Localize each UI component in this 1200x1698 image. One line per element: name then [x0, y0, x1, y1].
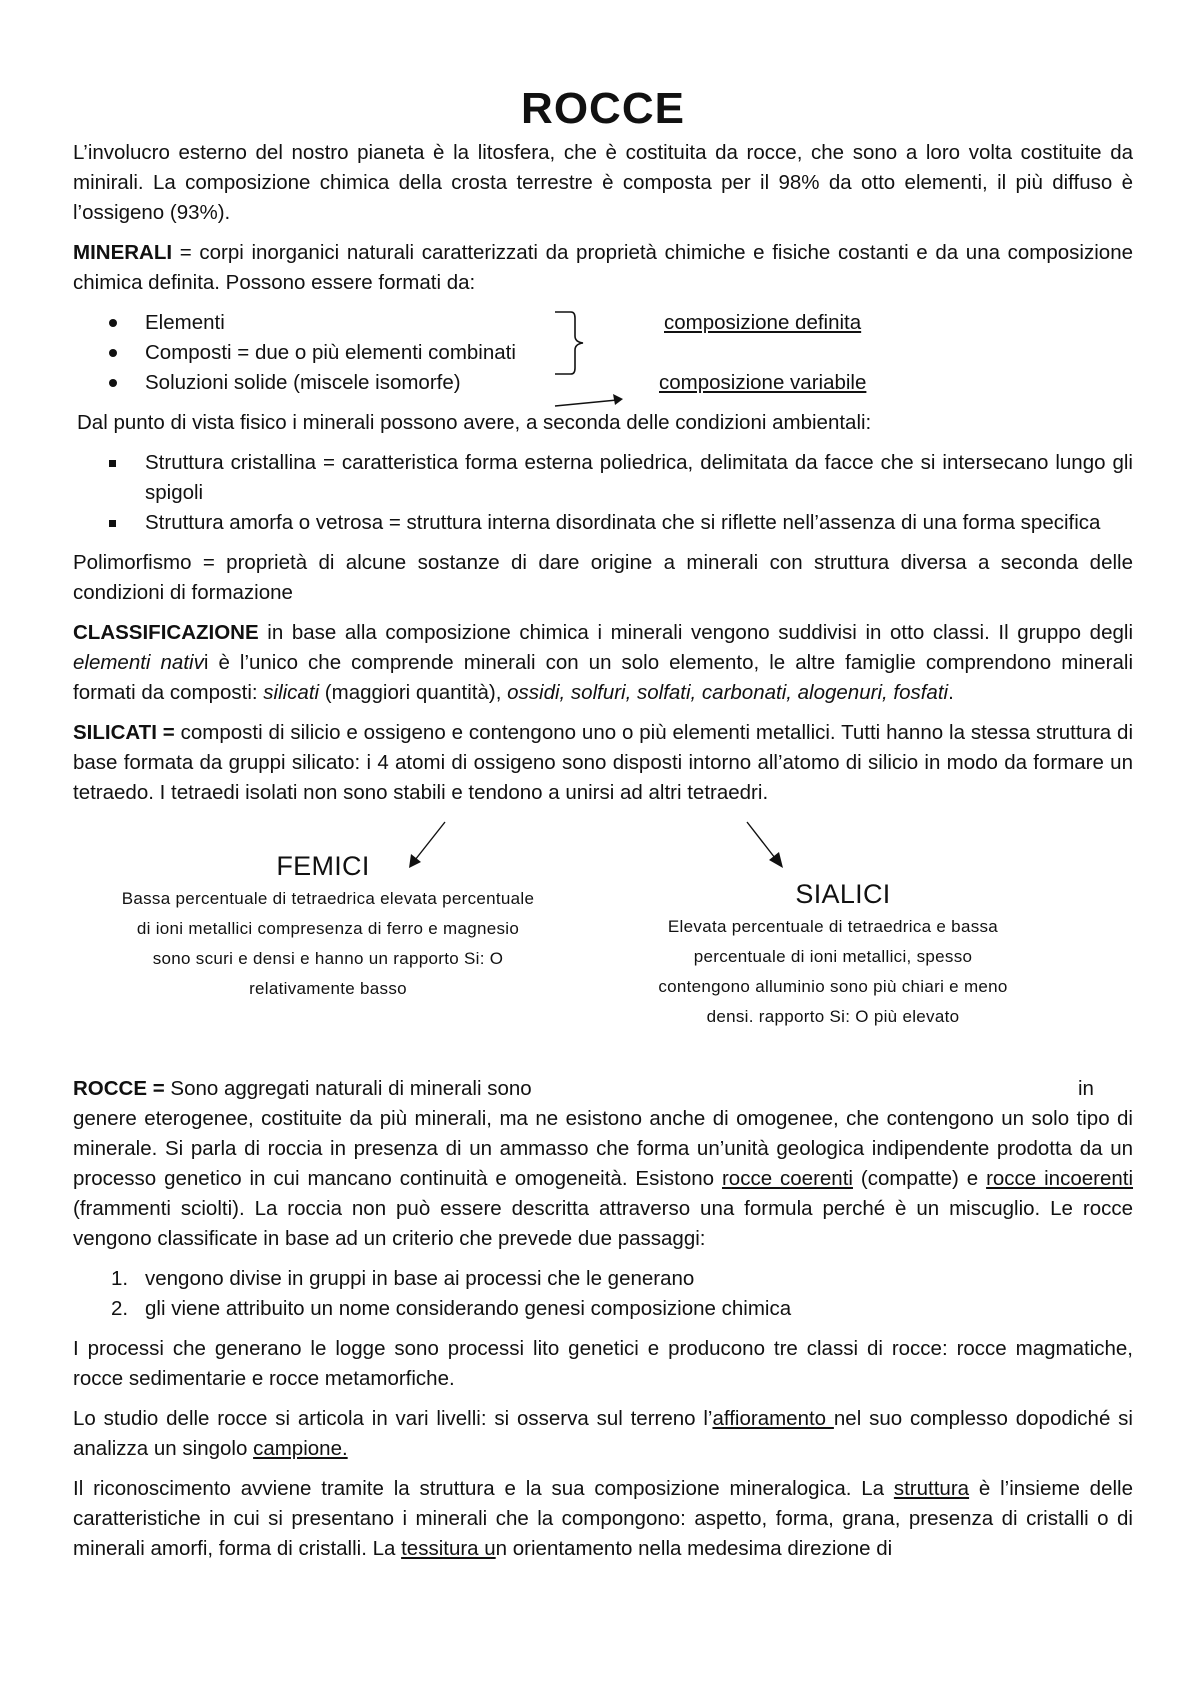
minerali-paragraph	[73, 238, 1133, 298]
rocce-label: ROCCE =	[73, 1077, 165, 1100]
rocce-incoerenti-term: rocce incoerenti	[986, 1167, 1134, 1190]
classificazione-paragraph	[73, 618, 1133, 708]
list-item: Struttura cristallina = caratteristica forma esterna poliedrica, delimitata da facce che si intersecano lungo gli spigoli	[73, 448, 1133, 508]
riconoscimento-text: è l’insieme delle caratteristiche in cui si presentano i minerali che la compongono: aspetto, forma, grana, presenza di cristalli o di minerali amorfi, forma di cristalli. La	[73, 1477, 1133, 1560]
classificazione-text: in base alla composizione chimica i minerali vengono suddivisi in otto classi. Il gruppo degli	[258, 621, 1133, 644]
list-item: Soluzioni solide (miscele isomorfe)	[73, 368, 1133, 398]
fisico-list	[73, 448, 1133, 538]
studio-text: Lo studio delle rocce si articola in vari livelli: si osserva sul terreno l’	[73, 1407, 713, 1430]
step-number: 2.	[111, 1297, 129, 1320]
sialici-heading: SIALICI	[795, 879, 891, 909]
elementi-nativi-term: elementi nativ	[73, 651, 204, 674]
polimorfismo-paragraph: Polimorfismo = proprietà di alcune sostanze di dare origine a minerali con struttura diversa a seconda delle condizioni di formazione	[73, 551, 1133, 604]
rocce-text: genere eterogenee, costituite da più minerali, ma ne esistono anche di omogenee, che contengono un solo tipo di minerale. Si parla di roccia in presenza di un ammasso che forma un’unità geologica indipendente prodotta da un processo genetico in cui mancano continuità e omogeneità. Esistono	[73, 1107, 1133, 1190]
composition-variable-note: composizione variabile	[659, 371, 867, 394]
list-item: Composti = due o più elementi combinati	[73, 338, 1133, 368]
silicati-text: composti di silicio e ossigeno e contengono uno o più elementi metallici. Tutti hanno la stessa struttura di base formata da gruppi silicato: i 4 atomi di ossigeno sono disposti intorno all’atomo di silicio in modo da formare un tetraedo. I tetraedi isolati non sono stabili e tendono a unirsi ad altri tetraedri.	[73, 721, 1134, 804]
rocce-text: (frammenti sciolti). La roccia non può essere descritta attraverso una formula perché è un miscuglio. Le rocce vengono classificate in base ad un criterio che prevede due passaggi:	[73, 1197, 1133, 1250]
tessitura-term: tessitura u	[401, 1537, 496, 1560]
fisico-intro: Dal punto di vista fisico i minerali possono avere, a seconda delle condizioni ambientali:	[77, 411, 872, 434]
classificazione-text: (maggiori quantità),	[319, 681, 508, 704]
step-text: gli viene attribuito un nome considerando genesi composizione chimica	[145, 1297, 792, 1320]
femici-line: sono scuri e densi e hanno un rapporto Si: O	[152, 949, 504, 968]
processi-paragraph: I processi che generano le logge sono processi lito genetici e producono tre classi di rocce: rocce magmatiche, rocce sedimentarie e rocce metamorfiche.	[73, 1337, 1133, 1390]
silicati-label: SILICATI =	[73, 721, 175, 744]
femici-heading: FEMICI	[276, 851, 370, 881]
rocce-first-right: in	[1078, 1077, 1094, 1100]
silicati-paragraph	[73, 718, 1133, 808]
intro-paragraph: L’involucro esterno del nostro pianeta è la litosfera, che è costituita da rocce, che sono a loro volta costituite da minirali. La composizione chimica della crosta terrestre è composta per il 98% da otto elementi, il più diffuso è l’ossigeno (93%).	[73, 141, 1133, 224]
minerali-list	[73, 308, 1133, 398]
rocce-steps-list	[73, 1264, 1133, 1324]
rocce-paragraph	[73, 1104, 1133, 1254]
femici-line: di ioni metallici compresenza di ferro e magnesio	[136, 919, 520, 938]
rocce-text: (compatte) e	[852, 1167, 987, 1190]
riconoscimento-paragraph	[73, 1474, 1133, 1564]
femici-line: Bassa percentuale di tetraedrica elevata percentuale	[121, 889, 535, 908]
sialici-line: contengono alluminio sono più chiari e meno	[658, 977, 1008, 996]
minerali-list-block	[73, 308, 1133, 398]
step-text: vengono divise in gruppi in base ai processi che le generano	[145, 1267, 695, 1290]
list-item: Struttura amorfa o vetrosa = struttura interna disordinata che si riflette nell’assenza di una forma specifica	[73, 508, 1133, 538]
step-number: 1.	[111, 1267, 129, 1290]
list-item	[73, 1294, 1133, 1324]
page-title: ROCCE	[521, 84, 685, 133]
document-page	[73, 0, 1133, 1574]
classificazione-label: CLASSIFICAZIONE	[73, 621, 259, 644]
silicati-types-block	[73, 818, 1133, 1068]
sialici-line: Elevata percentuale di tetraedrica e bassa	[667, 917, 999, 936]
sialici-box	[618, 876, 1048, 1032]
minerali-label: MINERALI	[73, 241, 173, 264]
sialici-line: percentuale di ioni metallici, spesso	[693, 947, 973, 966]
riconoscimento-text: n orientamento nella medesima direzione di	[495, 1537, 893, 1560]
list-item	[73, 1264, 1133, 1294]
classificazione-text: è l’unico che comprende minerali con un solo elemento, le altre famiglie comprendono minerali formati da composti:	[73, 651, 1134, 704]
elementi-nativi-term-end: i	[203, 651, 209, 674]
femici-box	[73, 848, 583, 1004]
rocce-coerenti-term: rocce coerenti	[721, 1167, 853, 1190]
studio-text: nel suo complesso dopodiché si analizza un singolo	[73, 1407, 1133, 1460]
struttura-term: struttura	[893, 1477, 970, 1500]
silicati-term: silicati	[263, 681, 320, 704]
rocce-first-text: Sono aggregati naturali di minerali sono	[164, 1077, 532, 1100]
studio-paragraph	[73, 1404, 1133, 1464]
arrow-down-right-icon	[739, 820, 789, 872]
campione-term: campione.	[253, 1437, 348, 1460]
other-classes-term: ossidi, solfuri, solfati, carbonati, alogenuri, fosfati	[507, 681, 949, 704]
rocce-first-line	[73, 1074, 1133, 1104]
femici-line: relativamente basso	[249, 979, 407, 998]
classificazione-text: .	[948, 681, 954, 704]
riconoscimento-text: Il riconoscimento avviene tramite la struttura e la sua composizione mineralogica. La	[73, 1477, 894, 1500]
minerali-text: = corpi inorganici naturali caratterizzati da proprietà chimiche e fisiche costanti e da una composizione chimica definita. Possono essere formati da:	[73, 241, 1133, 294]
arrow-right-icon	[553, 392, 633, 412]
list-item: Elementi	[73, 308, 1133, 338]
curly-brace-icon	[553, 310, 603, 376]
composition-defined-note: composizione definita	[664, 311, 862, 334]
affioramento-term: affioramento	[712, 1407, 834, 1430]
sialici-line: densi. rapporto Si: O più elevato	[706, 1007, 960, 1026]
